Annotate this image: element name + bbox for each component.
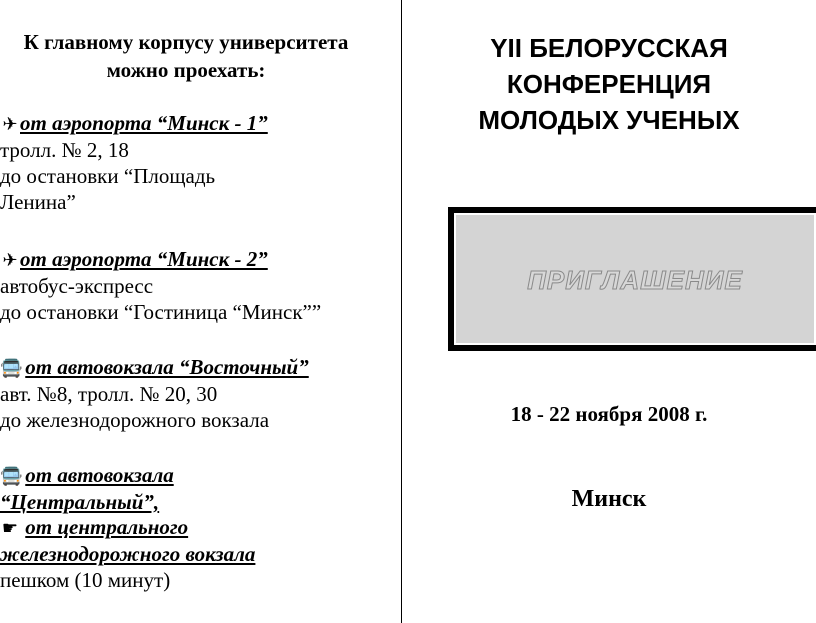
bus-icon: 🚍 (0, 466, 23, 486)
route-title: от автовокзала (25, 463, 174, 487)
route-detail: до железнодорожного вокзала (0, 408, 270, 432)
route-detail: Ленина” (0, 190, 76, 214)
invitation-box (448, 207, 816, 351)
directions-heading: К главному корпусу университета можно проехать: (23, 30, 349, 82)
airplane-icon: ✈ (2, 114, 18, 134)
route-airport-minsk-1 (0, 110, 400, 215)
invitation-label: ПРИГЛАШЕНИЕ (527, 265, 743, 295)
route-bus-station-vostochny (0, 354, 400, 433)
route-title: от аэропорта “Минск - 1” (20, 111, 268, 135)
walking-hand-icon: ☛ (1, 518, 19, 538)
route-detail: тролл. № 2, 18 (0, 138, 129, 162)
route-title: “Центральный”, (0, 490, 160, 514)
route-title: от автовокзала “Восточный” (25, 355, 309, 379)
route-title: железнодорожного вокзала (0, 542, 256, 566)
route-railway-station (0, 514, 400, 593)
route-title: от центрального (25, 515, 189, 539)
route-title: от аэропорта “Минск - 2” (20, 247, 268, 271)
route-detail: авт. №8, тролл. № 20, 30 (0, 382, 218, 406)
route-detail: автобус-экспресс (0, 274, 154, 298)
conference-dates: 18 - 22 ноября 2008 г. (510, 402, 708, 426)
route-airport-minsk-2 (0, 246, 400, 325)
directions-panel (0, 0, 400, 623)
conference-city: Минск (571, 486, 647, 512)
route-bus-station-central (0, 462, 400, 515)
airplane-icon: ✈ (2, 250, 18, 270)
route-detail: до остановки “Гостиница “Минск”” (0, 300, 322, 324)
route-detail: до остановки “Площадь (0, 164, 216, 188)
conference-title: YII БЕЛОРУССКАЯ КОНФЕРЕНЦИЯ МОЛОДЫХ УЧЕНЫХ (478, 33, 740, 135)
route-detail: пешком (10 минут) (0, 568, 171, 592)
cover-panel (402, 0, 816, 623)
bus-icon: 🚍 (0, 358, 23, 378)
